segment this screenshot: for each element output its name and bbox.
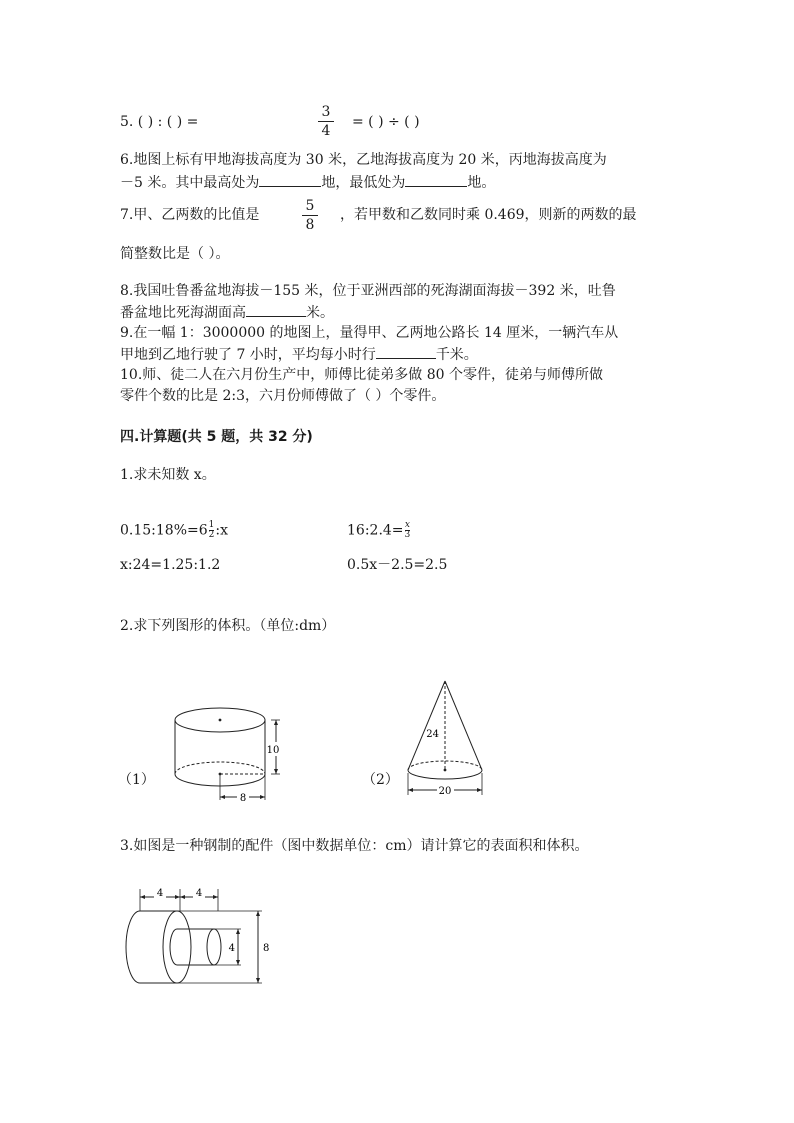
q6-line2	[120, 172, 495, 193]
q7-frac-num: 5	[305, 198, 315, 214]
q8-line2	[120, 302, 334, 323]
equation-1-left: 0.15:18%=6	[120, 522, 208, 539]
part-right-length-label: 4	[195, 888, 203, 899]
equation-1-fraction	[209, 521, 215, 540]
q7-frac-den: 8	[305, 217, 315, 233]
calc-3-title: 3.如图是一种钢制的配件（图中数据单位：cm）请计算它的表面积和体积。	[120, 838, 589, 854]
q5-lead: 5. ( ) : ( ) =	[120, 114, 199, 130]
calc-2-title: 2.求下列图形的体积。（单位:dm）	[120, 618, 336, 634]
q6-line1: 6.地图上标有甲地海拔高度为 30 米，乙地海拔高度为 20 米，丙地海拔高度为	[120, 152, 607, 168]
equation-2-frac-den: 3	[404, 530, 411, 540]
q10-line2: 零件个数的比是 2:3，六月份师傅做了（ ）个零件。	[120, 388, 446, 404]
q7-line2: 简整数比是（ ）。	[120, 246, 230, 262]
figure-1-label: （1）	[118, 772, 155, 788]
q6-line2-a: －5 米。其中最高处为	[120, 175, 260, 191]
part-left-length-label: 4	[156, 888, 164, 899]
equation-2-frac-num: x	[404, 520, 410, 530]
q7-fraction	[302, 198, 318, 233]
q6-blank-highest[interactable]	[259, 172, 321, 187]
q9-line2	[120, 344, 478, 365]
cylinder-height-label: 10	[266, 745, 280, 756]
equation-1-frac-den: 2	[208, 530, 215, 540]
part-outer-diameter-label: 8	[263, 943, 270, 954]
q5-tail: = ( ) ÷ ( )	[352, 114, 420, 130]
section-4-title: 四.计算题(共 5 题，共 32 分)	[120, 429, 313, 445]
q10-line1: 10.师、徒二人在六月份生产中，师傅比徒弟多做 80 个零件，徒弟与师傅所做	[120, 367, 603, 383]
figure-2-label: （2）	[362, 772, 399, 788]
q8-line2-b: 米。	[306, 305, 334, 321]
equation-2	[347, 521, 411, 540]
q5-frac-den: 4	[321, 123, 331, 139]
q5-fraction	[318, 104, 334, 139]
cone-height-label: 24	[426, 729, 439, 740]
q7-tail: ，若甲数和乙数同时乘 0.469，则新的两数的最	[340, 207, 637, 223]
equation-1-right: :x	[215, 522, 229, 539]
q6-line2-c: 地。	[467, 175, 496, 191]
equation-1-frac-num: 1	[208, 520, 215, 530]
q9-line2-a: 甲地到乙地行驶了 7 小时，平均每小时行	[120, 347, 376, 363]
question-5	[120, 112, 198, 132]
equation-3: x:24=1.25:1.2	[120, 557, 221, 573]
equation-2-left: 16:2.4=	[347, 522, 404, 539]
part-inner-diameter-label: 4	[228, 943, 235, 954]
cone-diameter-label: 20	[438, 786, 452, 797]
q9-line1: 9.在一幅 1：3000000 的地图上，量得甲、乙两地公路长 14 厘米，一辆汽车从	[120, 325, 619, 341]
cone-figure	[400, 677, 490, 802]
q6-line2-b: 地，最低处为	[321, 175, 406, 191]
q9-blank[interactable]	[376, 344, 436, 359]
equation-1	[120, 521, 228, 540]
calc-1-title: 1.求未知数 x。	[120, 467, 216, 483]
equation-2-fraction	[405, 521, 411, 540]
q8-blank[interactable]	[246, 302, 306, 317]
cylinder-radius-label: 8	[239, 793, 247, 804]
equation-4: 0.5x－2.5=2.5	[347, 557, 448, 573]
q5-frac-num: 3	[321, 104, 331, 120]
q8-line2-a: 番盆地比死海湖面高	[120, 305, 246, 321]
q8-line1: 8.我国吐鲁番盆地海拔－155 米，位于亚洲西部的死海湖面海拔－392 米，吐鲁	[120, 283, 616, 299]
cylinder-figure	[168, 700, 288, 810]
steel-part-figure	[118, 885, 270, 985]
q7-lead: 7.甲、乙两数的比值是	[120, 207, 260, 223]
q6-blank-lowest[interactable]	[405, 172, 467, 187]
q9-line2-b: 千米。	[435, 347, 478, 363]
